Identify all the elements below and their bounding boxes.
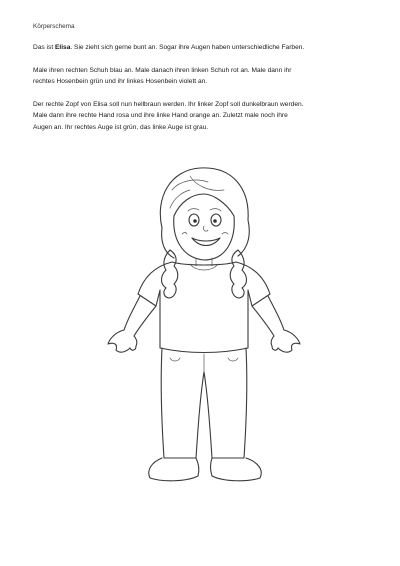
left-arm (252, 296, 284, 336)
instruction-line: Male ihren rechten Schuh blau an. Male danach ihren linken Schuh rot an. Male dann ihr (33, 67, 292, 74)
intro-name: Elisa (54, 44, 71, 51)
shirt-outline (138, 262, 270, 353)
right-braid (162, 250, 178, 298)
girl-coloring-outline-icon (100, 158, 310, 488)
instruction-line: Augen an. Ihr rechtes Auge ist grün, das linke Auge ist grau. (33, 123, 209, 131)
girl-coloring-figure (100, 158, 310, 488)
right-shoe (149, 458, 199, 481)
intro-after-name: . Sie zieht sich gerne bunt an. Sogar ihre Augen haben unterschiedliche Farben. (70, 44, 305, 51)
left-braid (230, 250, 246, 298)
intro-paragraph (33, 42, 373, 53)
right-arm (124, 296, 156, 336)
braids-hands-eyes-instruction (33, 99, 373, 133)
instruction-line: Male dann ihre rechte Hand rosa und ihre linke Hand orange an. Zuletzt male noch ihre (33, 112, 288, 120)
instruction-line: rechtes Hosenbein grün und ihr linkes Hosenbein violett an. (33, 78, 208, 86)
intro-before-name: Das ist (33, 44, 55, 51)
page-header: Körperschema (33, 23, 75, 30)
mouth (192, 238, 220, 246)
instruction-line: Der rechte Zopf von Elisa soll nun hellbraun werden. Ihr linker Zopf soll dunkelbraun werden. (33, 101, 304, 108)
nose (203, 226, 208, 231)
right-hand (108, 330, 137, 352)
shoes-trousers-instruction (33, 65, 373, 88)
left-shoe (211, 458, 262, 481)
face-outline (174, 194, 235, 260)
left-hand (271, 330, 300, 352)
